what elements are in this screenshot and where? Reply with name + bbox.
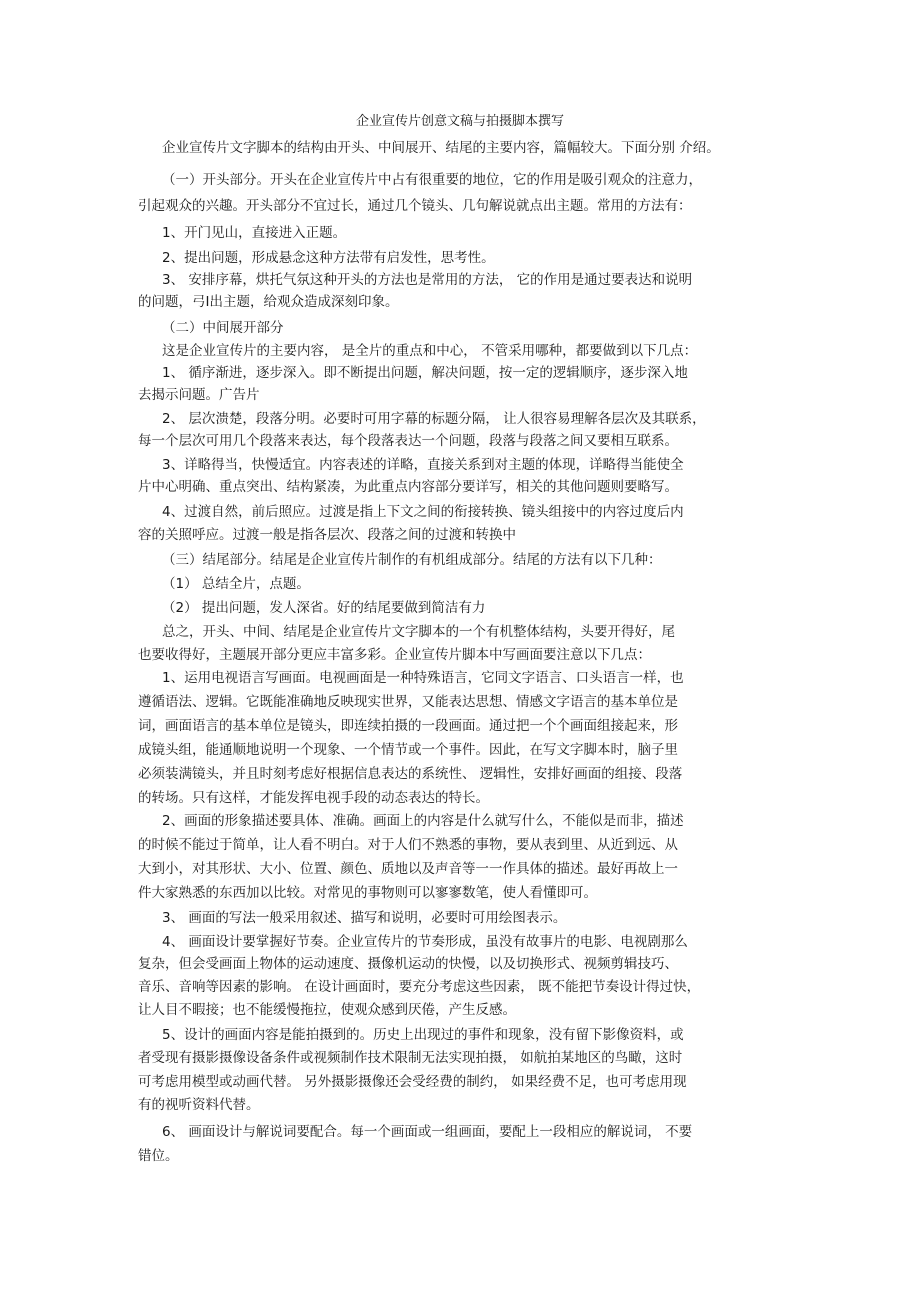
- text-line: 3、 安排序幕，烘托气氛这种开头的方法也是常用的方法， 它的作用是通过要表达和说明: [162, 272, 693, 288]
- document-title: 企业宣传片创意文稿与拍摄脚本撰写: [355, 114, 564, 129]
- text-line: （三）结尾部分。结尾是企业宣传片制作的有机组成部分。结尾的方法有以下几种：: [162, 552, 662, 568]
- text-line: 每一个层次可用几个段落来表达，每个段落表达一个问题，段落与段落之间又要相互联系。: [138, 433, 678, 449]
- text-line: 3、 画面的写法一般采用叙述、描写和说明，必要时可用绘图表示。: [162, 910, 567, 926]
- text-line: （一）开头部分。开头在企业宣传片中占有很重要的地位，它的作用是吸引观众的注意力，: [162, 172, 702, 188]
- text-line: 这是企业宣传片的主要内容， 是全片的重点和中心， 不管采用哪种，都要做到以下几点：: [162, 343, 698, 359]
- text-line: 5、设计的画面内容是能拍摄到的。历史上出现过的事件和现象，没有留下影像资料，或: [162, 1027, 684, 1043]
- text-line: 件大家熟悉的东西加以比较。对常见的事物则可以寥寥数笔，使人看懂即可。: [138, 885, 597, 901]
- text-line: 必须装满镜头，并且时刻考虑好根据信息表达的系统性、 逻辑性，安排好画面的组接、段落: [138, 766, 683, 782]
- text-line: 错位。: [138, 1148, 179, 1164]
- text-line: 让人目不暇接；也不能缓慢拖拉，使观众感到厌倦，产生反感。: [138, 1002, 516, 1018]
- text-line: 大到小，对其形状、大小、位置、颜色、质地以及声音等一一作具体的描述。最好再故上一: [138, 861, 678, 877]
- text-line: （2） 提出问题，发人深省。好的结尾要做到简洁有力: [162, 600, 486, 616]
- text-line: 6、 画面设计与解说词要配合。每一个画面或一组画面，要配上一段相应的解说词， 不要: [162, 1124, 693, 1140]
- text-line: 1、开门见山，直接进入正题。: [162, 225, 347, 241]
- text-line: 词，画面语言的基本单位是镜头，即连续拍摄的一段画面。通过把一个个画面组接起来，形: [138, 718, 678, 734]
- text-line: 音乐、音响等因素的影响。 在设计画面时，要充分考虑这些因素， 既不能把节奏设计得过快，: [138, 979, 701, 995]
- text-line: 2、 层次溃楚，段落分明。必要时可用字幕的标题分隔， 让人很容易理解各层次及其联系，: [162, 411, 706, 427]
- text-line: 可考虑用模型或动画代替。 另外摄影摄像还会受经费的制约， 如果经费不足，也可考虑用现: [138, 1074, 687, 1090]
- text-line: 的转场。只有这样，才能发挥电视手段的动态表达的特长。: [138, 790, 489, 806]
- text-line: （二）中间展开部分: [162, 320, 284, 336]
- text-line: 2、画面的形象描述要具体、准确。画面上的内容是什么就写什么，不能似是而非，描述: [162, 813, 684, 829]
- text-line: 片中心明确、重点突出、结构紧凑，为此重点内容部分要详写，相关的其他问题则要略写。: [138, 479, 678, 495]
- text-line: 的时候不能过于简单，让人看不明白。对于人们不熟悉的事物，要从表到里、从近到远、从: [138, 837, 678, 853]
- text-line: 也要收得好，主题展开部分更应丰富多彩。企业宣传片脚本中写画面要注意以下几点：: [138, 647, 651, 663]
- text-line: 3、详略得当，快慢适宜。内容表述的详略，直接关系到对主题的体现，详略得当能使全: [162, 457, 684, 473]
- text-line: 复杂，但会受画面上物体的运动速度、摄像机运动的快慢，以及切换形式、视频剪辑技巧、: [138, 956, 678, 972]
- text-line: 总之，开头、中间、结尾是企业宣传片文字脚本的一个有机整体结构，头要开得好，尾: [162, 624, 675, 640]
- text-line: 4、 画面设计要掌握好节奏。企业宣传片的节奏形成，虽没有故事片的电影、电视剧那么: [162, 934, 688, 950]
- text-line: 遵循语法、逻辑。它既能准确地反映现实世界，又能表达思想、情感文字语言的基本单位是: [138, 694, 678, 710]
- text-line: 1、 循序渐进，逐步深入。即不断提出问题，解决问题，按一定的逻辑顺序，逐步深入地: [162, 365, 688, 381]
- text-line: 者受现有摄影摄像设备条件或视频制作技术限制无法实现拍摄， 如航拍某地区的鸟瞰，这时: [138, 1050, 683, 1066]
- text-line: 企业宣传片文字脚本的结构由开头、中间展开、结尾的主要内容，篇幅较大。下面分别 介绍。: [162, 140, 720, 156]
- text-line: 引起观众的兴趣。开头部分不宜过长，通过几个镜头、几句解说就点出主题。常用的方法有：: [138, 198, 692, 214]
- text-line: 去揭示问题。广告片: [138, 387, 260, 403]
- text-line: 2、提出问题，形成悬念这种方法带有启发性，思考性。: [162, 250, 495, 266]
- text-line: （1） 总结全片，点题。: [162, 576, 310, 592]
- text-line: 的问题，弓I出主题，给观众造成深刻印象。: [138, 294, 399, 310]
- text-line: 容的关照呼应。过渡一般是指各层次、段落之间的过渡和转换中: [138, 527, 516, 543]
- text-line: 成镜头组，能通顺地说明一个现象、一个情节或一个事件。因此，在写文字脚本时，脑子里: [138, 742, 678, 758]
- text-line: 有的视听资料代替。: [138, 1097, 260, 1113]
- text-line: 4、过渡自然，前后照应。过渡是指上下文之间的衔接转换、镜头组接中的内容过度后内: [162, 504, 684, 520]
- text-line: 1、运用电视语言写画面。电视画面是一种特殊语言，它同文字语言、口头语言一样，也: [162, 670, 684, 686]
